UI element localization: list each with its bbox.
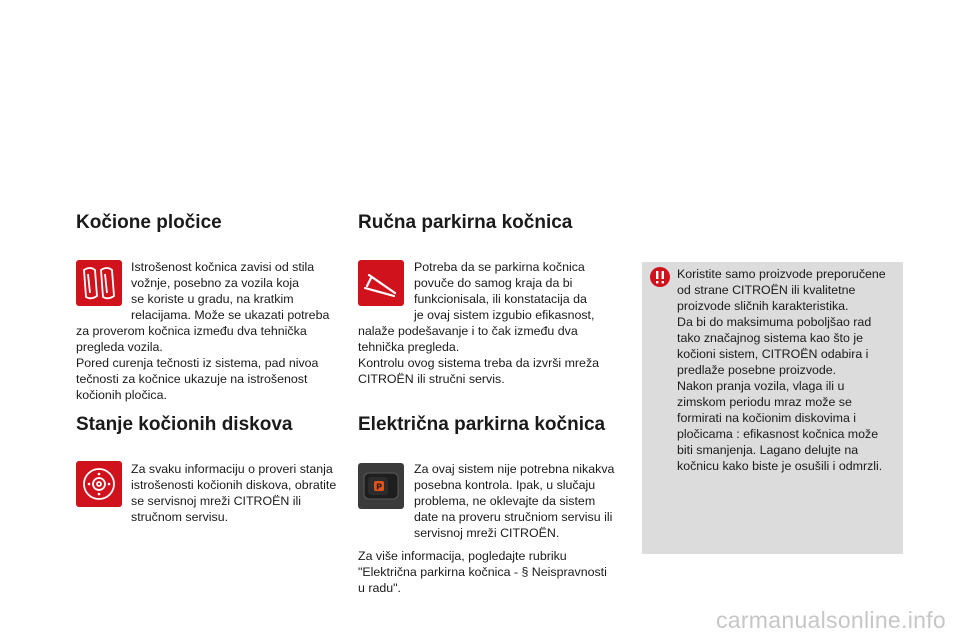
handbrake-lever-icon: [358, 260, 404, 306]
heading-manual-parking-brake: Ručna parkirna kočnica: [358, 212, 573, 233]
electric-parking-brake-button-icon: [358, 463, 404, 509]
electric-parking-brake-text: Za ovaj sistem nije potrebna nikakva posebna kontrola. Ipak, u slučaju problema, ne oklevajte da sistem date na proveru stručniom servisu ili servisnoj mreži CITROËN.: [414, 462, 615, 540]
heading-brake-pads: Kočione pločice: [76, 212, 222, 233]
warning-icon: [650, 267, 670, 287]
electric-parking-brake-note: Za više informacija, pogledajte rubriku "Električna parkirna kočnica - § Neispravnosti u radu".: [358, 549, 607, 595]
watermark: carmanualsonline.info: [715, 607, 946, 633]
brake-pads-text-indented: Istrošenost kočnica zavisi od stila vožnje, posebno za vozila koja se koriste u gradu, na kratkim relacijama. Može se ukazati potreba: [131, 260, 330, 322]
brake-disc-icon: [76, 461, 122, 507]
manual-parking-brake-text: nalaže podešavanje i to čak između dva tehnička pregleda. Kontrolu ovog sistema treba da izvrši mreža CITROËN ili stručni servis.: [358, 324, 600, 386]
heading-brake-discs: Stanje kočionih diskova: [76, 414, 293, 435]
brake-pads-icon: [76, 260, 122, 306]
brake-pads-text: za proverom kočnica između dva tehnička pregleda vozila. Pored curenja tečnosti iz sistema, pad nivoa tečnosti za kočnice ukazuje na istrošenost kočionih pločica.: [76, 324, 319, 402]
heading-electric-parking-brake: Električna parkirna kočnica: [358, 414, 606, 435]
brake-discs-text: Za svaku informaciju o proveri stanja istrošenosti kočionih diskova, obratite se servisnoj mreži CITROËN ili stručnom servisu.: [131, 462, 337, 524]
manual-parking-brake-text-indented: Potreba da se parkirna kočnica povuče do samog kraja da bi funkcionisala, ili konstatacija da je ovaj sistem izgubio efikasnost,: [414, 260, 595, 322]
svg-text:P: P: [376, 482, 382, 492]
notice-text: Koristite samo proizvode preporučene od strane CITROËN ili kvalitetne proizvode sličnih karakteristika. Da bi do maksimuma poboljšao rad tako značajnog sistema kao što je kočioni sistem, CITROËN odabira i predlaže posebne proizvode. Nakon pranja vozila, vlaga ili u zimskom periodu mraz može se formirati na kočionim diskovima i pločicama : efikasnost kočnica može biti smanjenja. Lagano delujte na kočnicu kako biste je osušili i odmrzli.: [677, 267, 886, 473]
